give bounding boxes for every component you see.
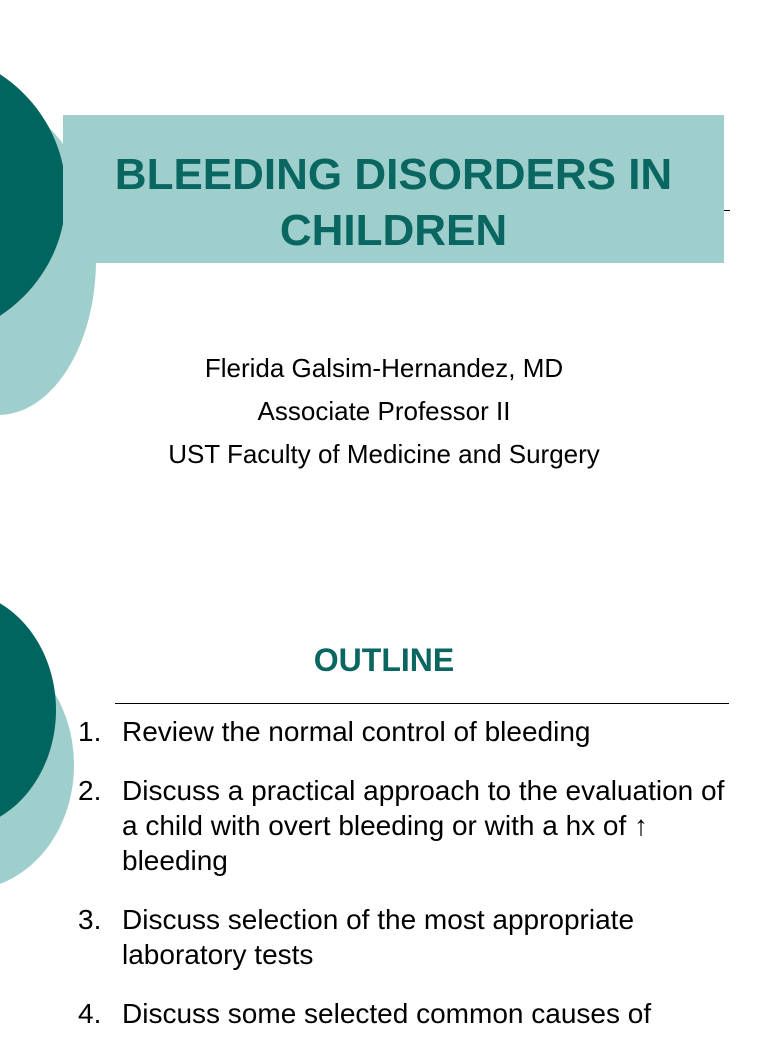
list-item-text: Discuss selection of the most appropriate laboratory tests (122, 904, 635, 970)
author-affiliation: UST Faculty of Medicine and Surgery (168, 439, 600, 469)
slide-title-line-2: CHILDREN (279, 206, 508, 255)
list-item-number: 3. (78, 904, 102, 935)
list-item (78, 902, 738, 972)
list-item-number: 2. (78, 775, 102, 806)
list-item-text: Review the normal control of bleeding (122, 716, 591, 747)
slide-title-line-1: BLEEDING DISORDERS IN (114, 150, 673, 199)
list-item-text: Discuss a practical approach to the evaluation of a child with overt bleeding or with a hx of ↑ bleeding (122, 775, 725, 876)
outline-heading: OUTLINE (313, 642, 455, 678)
outline-list (78, 714, 738, 1055)
title-rule (724, 210, 730, 211)
author-block (0, 347, 768, 476)
list-item-text: Discuss some selected common causes of (122, 998, 652, 1029)
list-item-number: 1. (78, 716, 102, 747)
author-name: Flerida Galsim-Hernandez, MD (204, 353, 564, 383)
list-item-number: 4. (78, 998, 102, 1029)
slide-title (63, 147, 724, 259)
outline-divider (115, 703, 729, 704)
list-item (78, 714, 738, 749)
list-item (78, 773, 738, 878)
author-position: Associate Professor II (257, 396, 511, 426)
list-item (78, 996, 738, 1031)
